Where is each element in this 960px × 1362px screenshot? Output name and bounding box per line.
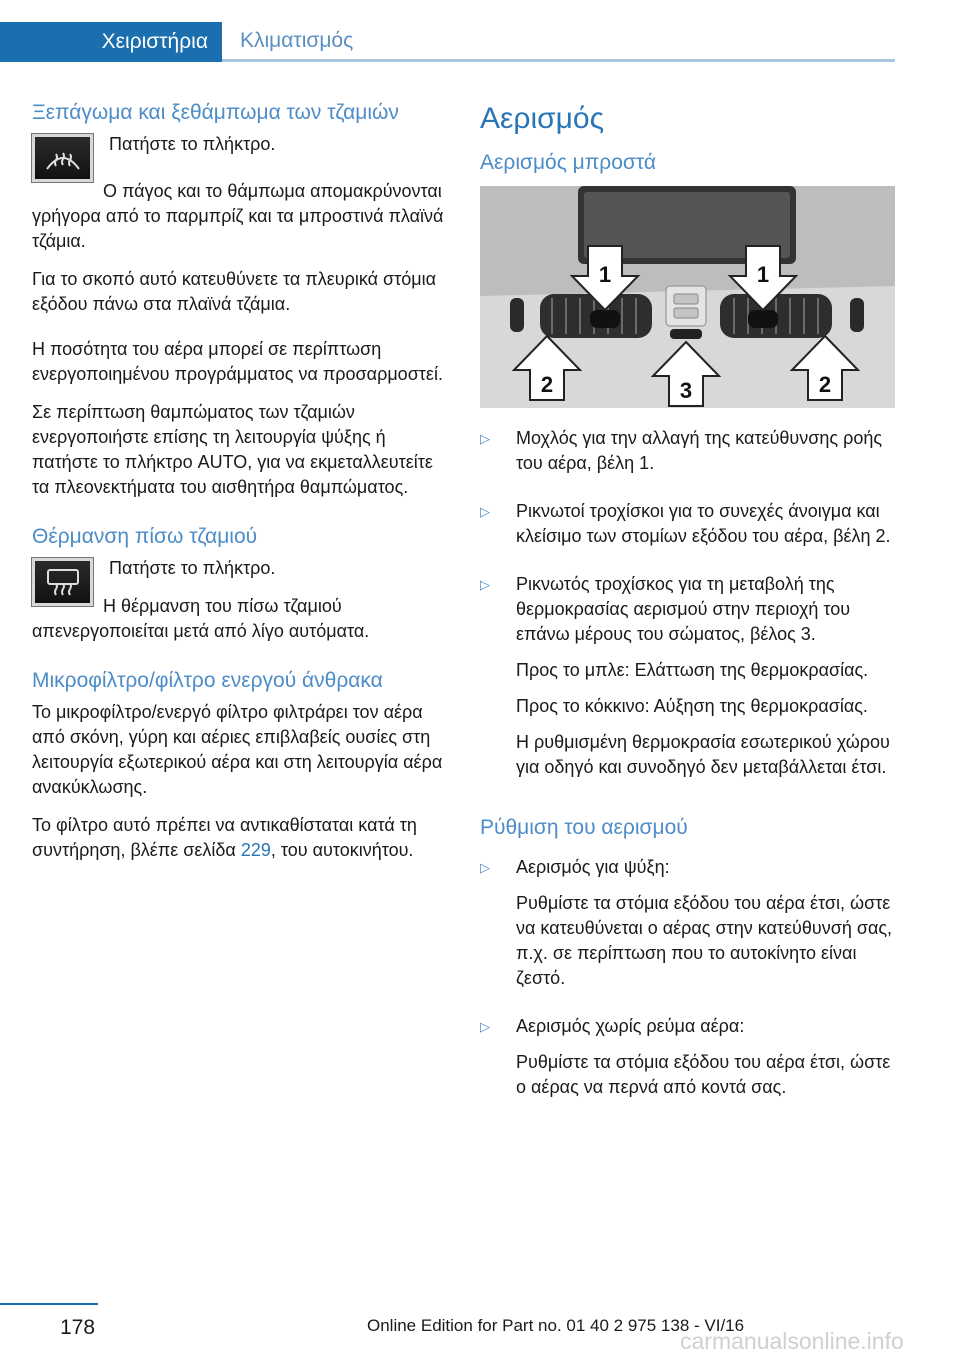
section-title-rear-heating: Θέρμανση πίσω τζαμιού — [32, 525, 258, 548]
footer-rule — [0, 1303, 98, 1305]
rear-defrost-icon — [32, 558, 93, 606]
section-title-microfilter: Μικροφίλτρο/φίλτρο ενεργού άνθρακα — [32, 669, 383, 692]
defrost-paragraph-1: Ο πάγος και το θάμπωμα απομακρύνονται γρήγορα από το παρμπρίζ και τα μπροστινά πλαϊνά τζάμια. — [32, 181, 444, 251]
triangle-right-icon: ▷ — [480, 860, 490, 875]
figure-label-1-left: 1 — [598, 262, 612, 287]
left-column — [32, 100, 452, 876]
list-item — [480, 1014, 895, 1111]
chapter-header — [0, 0, 895, 62]
section-title-defrost: Ξεπάγωμα και ξεθάμπωμα των τζαμιών — [32, 101, 399, 124]
defrost-paragraph-4: Σε περίπτωση θαμπώματος των τζαμιών ενεργοποιήστε επίσης τη λειτουργία ψύξης ή πατήστε το πλήκτρο AUTO, για να εκμεταλλευτείτε τα πλεονεκτήματα του αισθητήρα θαμπώματος. — [32, 402, 433, 497]
rear-defrost-instruction: Πατήστε το πλήκτρο. — [109, 558, 276, 578]
microfilter-paragraph-1: Το μικροφίλτρο/ενεργό φίλτρο φιλτράρει τον αέρα από σκόνη, γύρη και αέριες επιβλαβείς ουσίες στη λειτουργία εξωτερικού αέρα και στη λειτουργία αέρα ανακύκλωσης. — [32, 702, 443, 797]
list-item — [480, 499, 895, 560]
item-text: Μοχλός για την αλλαγή της κατεύθυνσης ροής του αέρα, βέλη 1. — [516, 428, 883, 473]
watermark: carmanualsonline.info — [680, 1328, 904, 1354]
section-title-ventilation: Αερισμός — [480, 102, 605, 135]
page-number: 178 — [60, 1316, 96, 1339]
defrost-paragraph-3: Η ποσότητα του αέρα μπορεί σε περίπτωση ενεργοποιημένου προγράμματος να προσαρμοστεί. — [32, 339, 443, 384]
right-column — [480, 100, 895, 1123]
tab-controls[interactable] — [0, 22, 222, 62]
page-link-229[interactable]: 229 — [240, 840, 271, 860]
item-text: Προς το μπλε: Ελάττωση της θερμοκρασίας. — [516, 660, 869, 680]
front-defrost-instruction: Πατήστε το πλήκτρο. — [109, 134, 276, 154]
subtitle-front-ventilation: Αερισμός μπροστά — [480, 151, 656, 174]
microfilter-text-b: , του αυτοκινήτου. — [270, 840, 414, 860]
item-text: Αερισμός χωρίς ρεύμα αέρα: — [516, 1016, 745, 1036]
section-title-ventilation-setting: Ρύθμιση του αερισμού — [480, 816, 688, 839]
figure-label-2-right: 2 — [818, 372, 832, 397]
item-text: Ρικνωτός τροχίσκος για τη μεταβολή της θερμοκρασίας αερισμού στην περιοχή του επάνω μέρους του σώματος, βέλος 3. — [516, 574, 851, 644]
triangle-right-icon: ▷ — [480, 577, 490, 592]
list-item — [480, 572, 895, 791]
list-item — [480, 855, 895, 1002]
microfilter-paragraph-2 — [32, 813, 452, 863]
tab-climate[interactable] — [222, 22, 895, 62]
item-text: Προς το κόκκινο: Αύξηση της θερμοκρασίας. — [516, 696, 868, 716]
tab-climate-label: Κλιματισμός — [240, 28, 354, 52]
figure-label-2-left: 2 — [540, 372, 554, 397]
triangle-right-icon: ▷ — [480, 504, 490, 519]
figure-label-1-right: 1 — [756, 262, 770, 287]
tab-controls-label: Χειριστήρια — [101, 30, 208, 53]
dashboard-vents-figure — [480, 186, 895, 408]
item-text: Ρυθμίστε τα στόμια εξόδου του αέρα έτσι, ώστε να κατευθύνεται ο αέρας στην κατεύθυνσή σας, π.χ. σε περίπτωση που το αυτοκίνητο είναι ζεστό. — [516, 893, 893, 988]
figure-label-3: 3 — [679, 378, 693, 403]
edition-note: Online Edition for Part no. 01 40 2 975 138 - VI/16 — [367, 1316, 745, 1335]
triangle-right-icon: ▷ — [480, 1019, 490, 1034]
item-text: Η ρυθμισμένη θερμοκρασία εσωτερικού χώρου για οδηγό και συνοδηγό δεν μεταβάλλεται έτσι. — [516, 732, 890, 777]
defrost-button-row — [32, 132, 452, 182]
defrost-paragraph-2: Για το σκοπό αυτό κατευθύνετε τα πλευρικά στόμια εξόδου πάνω στα πλαϊνά τζάμια. — [32, 269, 437, 314]
front-defrost-icon — [32, 134, 93, 182]
rear-heating-paragraph-1: Η θέρμανση του πίσω τζαμιού απενεργοποιείται μετά από λίγο αυτόματα. — [32, 596, 370, 641]
triangle-right-icon: ▷ — [480, 431, 490, 446]
item-text: Ρυθμίστε τα στόμια εξόδου του αέρα έτσι, ώστε ο αέρας να περνά από κοντά σας. — [516, 1052, 891, 1097]
item-text: Ρικνωτοί τροχίσκοι για το συνεχές άνοιγμα και κλείσιμο των στομίων εξόδου του αέρα, βέλη 2. — [516, 501, 891, 546]
list-item — [480, 426, 895, 487]
microfilter-text-a: Το φίλτρο αυτό πρέπει να αντικαθίσταται κατά τη συντήρηση, βλέπε σελίδα — [32, 815, 417, 860]
item-text: Αερισμός για ψύξη: — [516, 857, 670, 877]
